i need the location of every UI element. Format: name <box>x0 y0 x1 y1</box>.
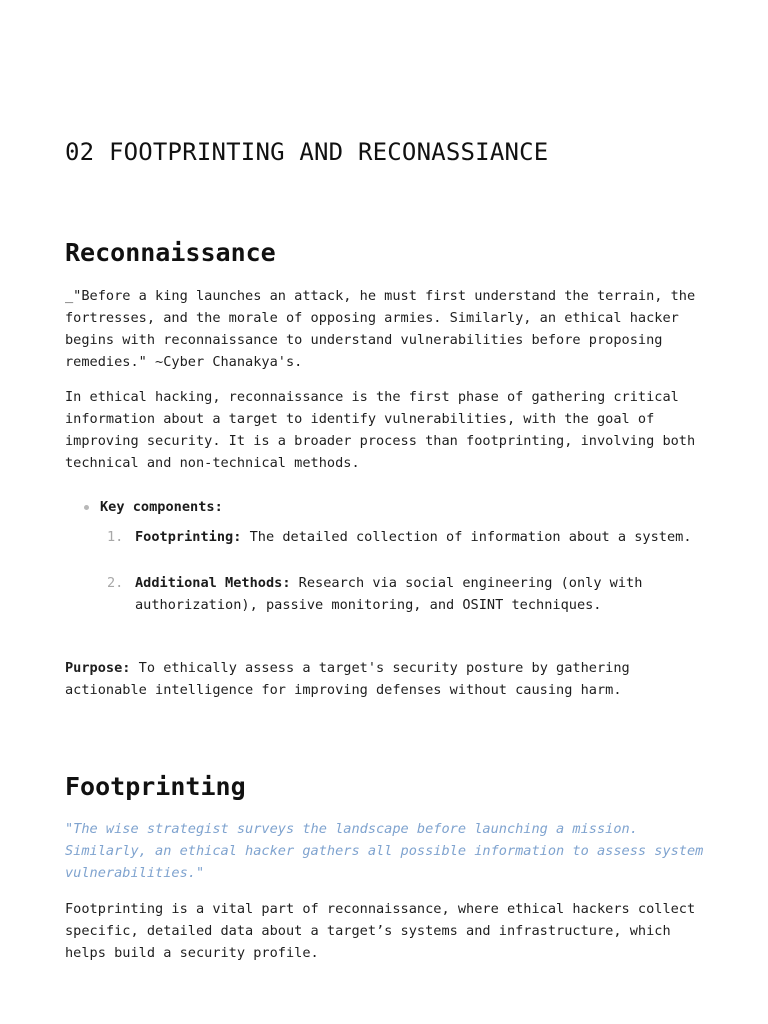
document-title: 02 FOOTPRINTING AND RECONASSIANCE <box>65 138 549 166</box>
list-item-text <box>135 526 710 548</box>
footprinting-heading: Footprinting <box>65 772 246 801</box>
key-components-label: Key components: <box>100 499 223 515</box>
list-item-label: Additional Methods: <box>135 575 291 591</box>
purpose-paragraph <box>65 657 710 701</box>
list-item-number: 1. <box>107 529 124 545</box>
reconnaissance-intro: In ethical hacking, reconnaissance is the first phase of gathering critical information about a target to identify vulnerabilities, with the goal of improving security. It is a broader process than footprinting, involving both technical and non-technical methods. <box>65 389 696 471</box>
list-item-number: 2. <box>107 575 124 591</box>
list-item-text <box>135 572 710 616</box>
reconnaissance-heading: Reconnaissance <box>65 238 276 267</box>
footprinting-body: Footprinting is a vital part of reconnaissance, where ethical hackers collect specific, detailed data about a target’s systems and infrastructure, which helps build a security profile. <box>65 901 696 961</box>
list-item-description: Research via social engineering (only with authorization), passive monitoring, and OSINT techniques. <box>135 575 643 613</box>
bullet-dot-icon <box>84 505 89 510</box>
reconnaissance-quote: _"Before a king launches an attack, he must first understand the terrain, the fortresses, and the morale of opposing armies. Similarly, an ethical hacker begins with reconnaissance to understand vulnerabilities before proposing remedies." ~Cyber Chanakya's. <box>65 288 696 370</box>
purpose-label: Purpose: <box>65 660 131 676</box>
list-item-description: The detailed collection of information about a system. <box>241 529 692 545</box>
list-item-label: Footprinting: <box>135 529 242 545</box>
purpose-text: To ethically assess a target's security posture by gathering actionable intelligence for improving defenses without causing harm. <box>65 660 630 698</box>
footprinting-quote: "The wise strategist surveys the landscape before launching a mission. Similarly, an ethical hacker gathers all possible information to assess system vulnerabilities." <box>65 821 704 881</box>
